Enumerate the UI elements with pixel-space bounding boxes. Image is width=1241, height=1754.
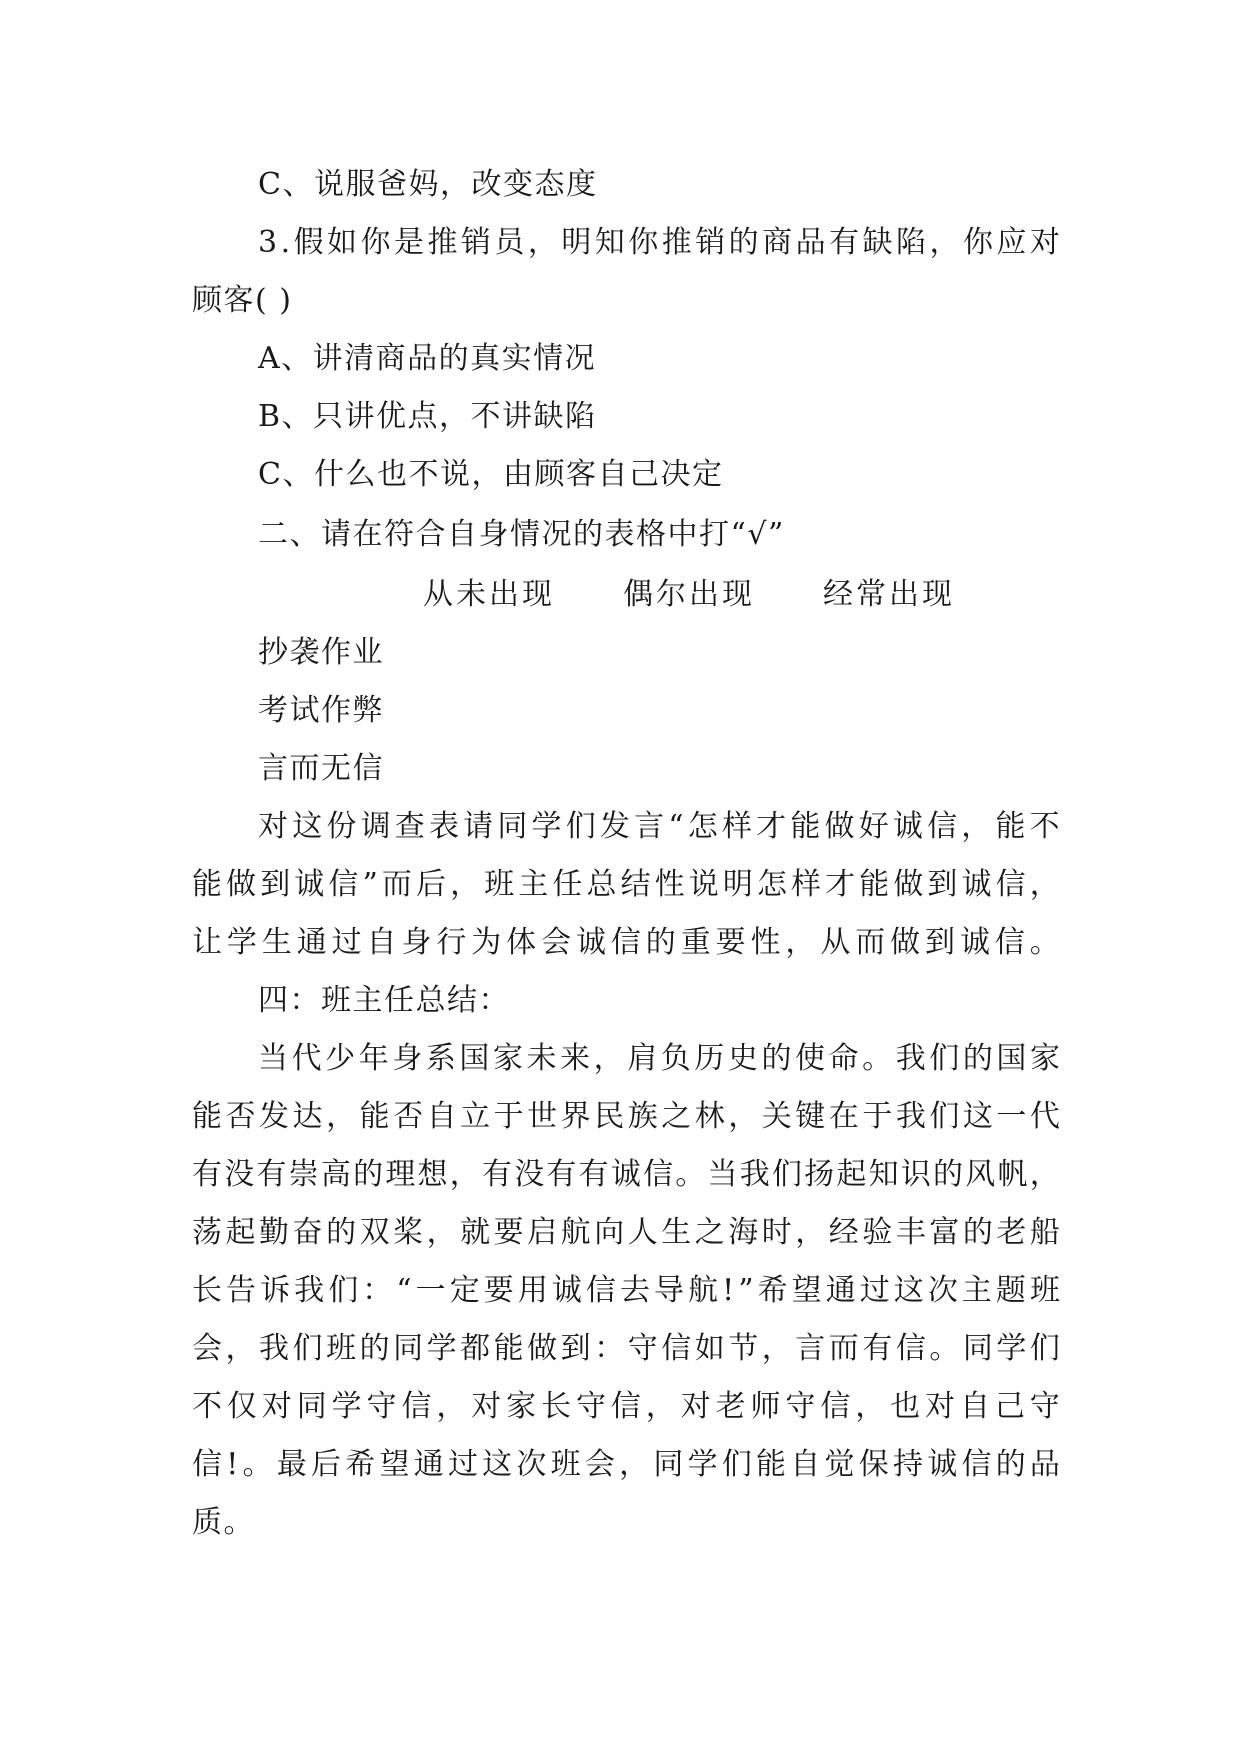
summary-line: 有 没 有 崇 高 的 理 想 ， 有 没 有 有 诚 信 。 当 我 们 扬 起 知 识 的 风 帆 ， bbox=[192, 1157, 1060, 1192]
survey-column-header: 偶尔出现 bbox=[623, 577, 755, 612]
survey-heading: 二、请在符合自身情况的表格中打“√” bbox=[258, 517, 785, 552]
survey-column-header: 经常出现 bbox=[823, 577, 955, 612]
survey-row-label: 考试作弊 bbox=[258, 693, 384, 728]
survey-row-label: 抄袭作业 bbox=[258, 635, 384, 670]
summary-line: 当 代 少 年 身 系 国 家 未 来 ， 肩 负 历 史 的 使 命 。 我 们 的 国 家 bbox=[258, 1041, 1060, 1076]
q3-option-c: C、什么也不说，由顾客自己决定 bbox=[258, 457, 724, 492]
summary-line: 荡 起 勤 奋 的 双 桨 ， 就 要 启 航 向 人 生 之 海 时 ， 经 验 丰 富 的 老 船 bbox=[192, 1215, 1060, 1250]
summary-line: 能 否 发 达 ， 能 否 自 立 于 世 界 民 族 之 林 ， 关 键 在 于 我 们 这 一 代 bbox=[192, 1099, 1060, 1134]
summary-heading: 四：班主任总结： bbox=[258, 983, 510, 1018]
survey-column-header: 从未出现 bbox=[423, 577, 555, 612]
summary-line: 会 ， 我 们 班 的 同 学 都 能 做 到 ： 守 信 如 节 ， 言 而 有 信 。 同 学 们 bbox=[192, 1331, 1060, 1366]
discussion-line: 对 这 份 调 查 表 请 同 学 们 发 言 “ 怎 样 才 能 做 好 诚 信 ， 能 不 bbox=[258, 809, 1060, 844]
discussion-line: 让 学 生 通 过 自 身 行 为 体 会 诚 信 的 重 要 性 ， 从 而 做 到 诚 信 。 bbox=[192, 925, 1060, 960]
q3-stem-line1: 3 . 假 如 你 是 推 销 员 ， 明 知 你 推 销 的 商 品 有 缺 陷 ， 你 应 对 bbox=[258, 225, 1060, 260]
q3-stem-line2: 顾客( ) bbox=[192, 283, 293, 318]
q3-option-b: B、只讲优点，不讲缺陷 bbox=[258, 399, 597, 434]
q2-option-c: C、说服爸妈，改变态度 bbox=[258, 167, 598, 202]
discussion-line: 能 做 到 诚 信 ” 而 后 ， 班 主 任 总 结 性 说 明 怎 样 才 能 做 到 诚 信 ， bbox=[192, 867, 1060, 902]
summary-line: 质。 bbox=[192, 1505, 255, 1540]
q3-option-a: A、讲清商品的真实情况 bbox=[258, 341, 597, 376]
summary-line: 长 告 诉 我 们 ： “ 一 定 要 用 诚 信 去 导 航 ! ” 希 望 通 过 这 次 主 题 班 bbox=[192, 1273, 1060, 1308]
summary-line: 信 ! 。 最 后 希 望 通 过 这 次 班 会 ， 同 学 们 能 自 觉 保 持 诚 信 的 品 bbox=[192, 1447, 1060, 1482]
survey-row-label: 言而无信 bbox=[258, 751, 384, 786]
summary-line: 不 仅 对 同 学 守 信 ， 对 家 长 守 信 ， 对 老 师 守 信 ， 也 对 自 己 守 bbox=[192, 1389, 1060, 1424]
